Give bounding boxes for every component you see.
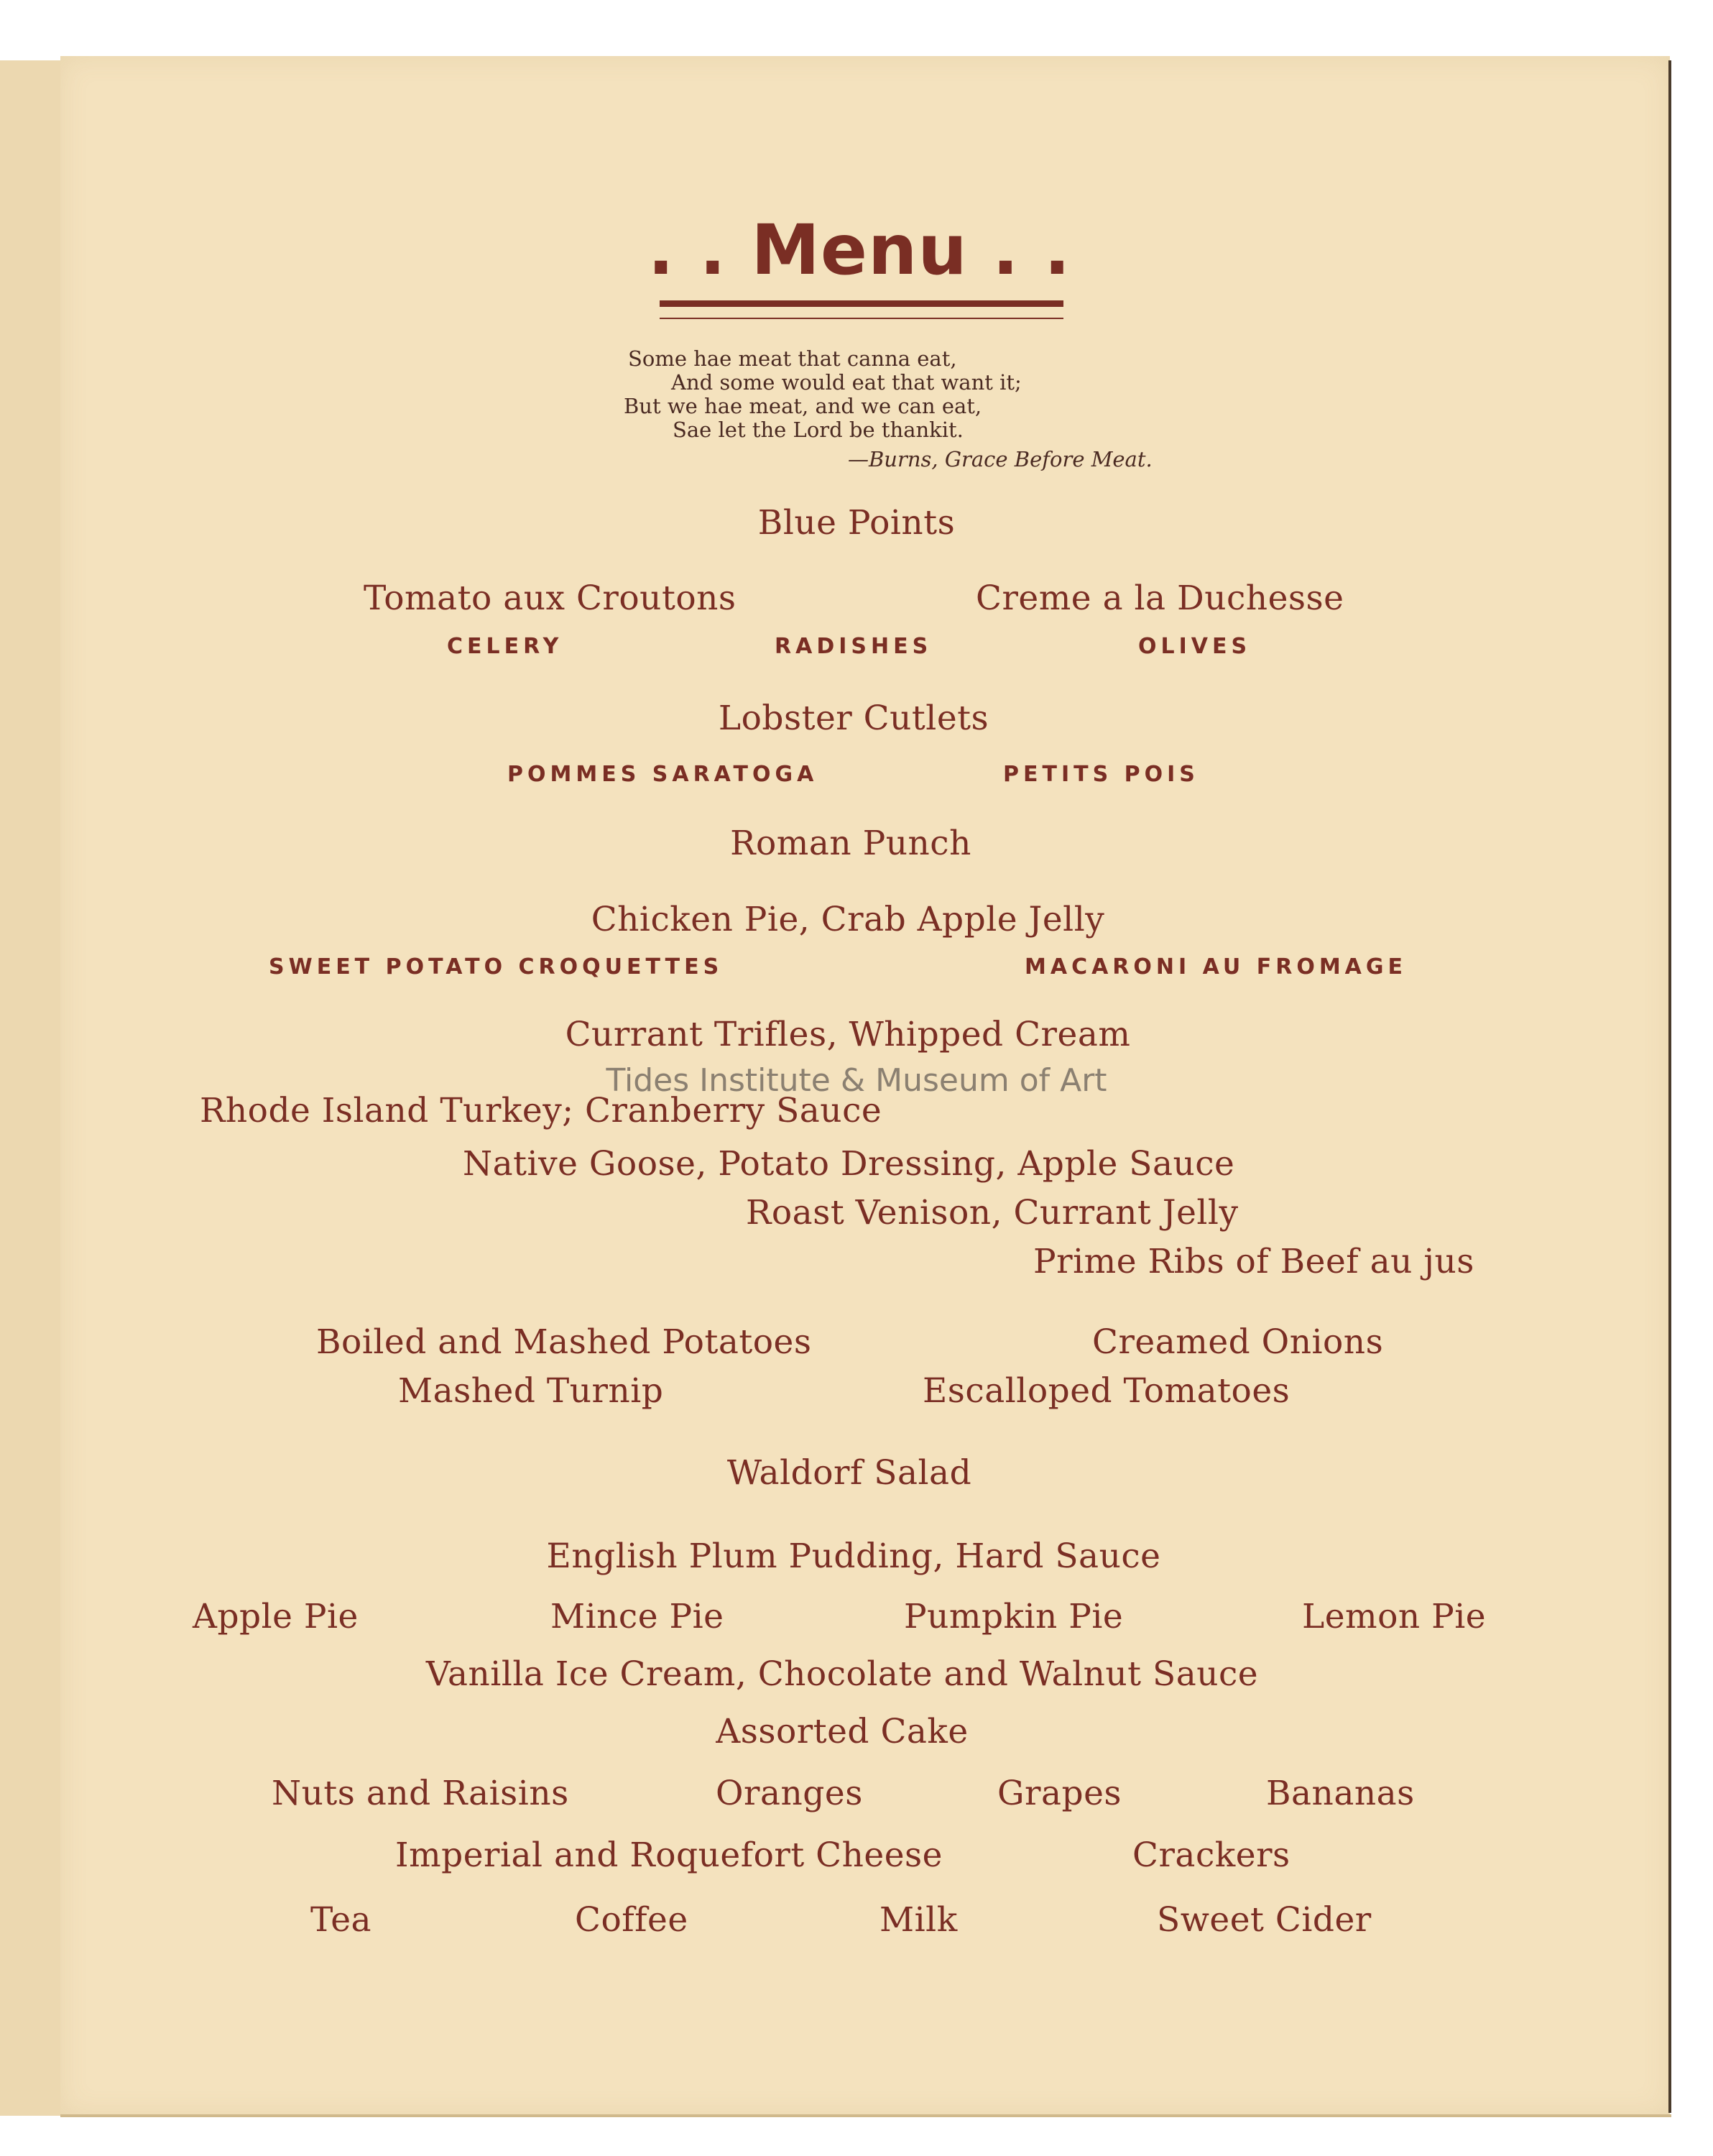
course-creme: Creme a la Duchesse (976, 579, 1344, 618)
left-flap (0, 60, 63, 2116)
dessert-lemon-pie: Lemon Pie (1302, 1597, 1487, 1636)
vegetable-turnip: Mashed Turnip (398, 1371, 664, 1411)
drink-tea: Tea (310, 1900, 372, 1940)
course-waldorf-salad: Waldorf Salad (726, 1453, 972, 1493)
card-bottom-edge (60, 2114, 1671, 2117)
fruit-grapes: Grapes (997, 1774, 1122, 1813)
course-lobster: Lobster Cutlets (718, 699, 989, 738)
card-edge (1668, 60, 1671, 2113)
course-goose: Native Goose, Potato Dressing, Apple Sauce (463, 1144, 1235, 1184)
menu-title: . . Menu . . (647, 210, 1071, 290)
side-macaroni: MACARONI AU FROMAGE (1025, 954, 1408, 980)
course-tomato: Tomato aux Croutons (364, 579, 737, 618)
course-prime-ribs: Prime Ribs of Beef au jus (1033, 1242, 1474, 1281)
fruit-oranges: Oranges (716, 1774, 863, 1813)
poem-attribution: —Burns, Grace Before Meat. (848, 447, 1153, 471)
side-celery: CELERY (447, 634, 563, 659)
poem-line: And some would eat that want it; (671, 370, 1022, 395)
drink-milk: Milk (879, 1900, 958, 1940)
course-blue-points: Blue Points (757, 503, 956, 543)
vegetable-onions: Creamed Onions (1092, 1322, 1384, 1362)
dessert-mince-pie: Mince Pie (550, 1597, 724, 1636)
course-roman-punch: Roman Punch (730, 824, 971, 863)
vegetable-tomatoes: Escalloped Tomatoes (923, 1371, 1290, 1411)
dessert-apple-pie: Apple Pie (193, 1597, 359, 1636)
title-rule (660, 300, 1063, 307)
course-turkey: Rhode Island Turkey; Cranberry Sauce (200, 1091, 882, 1130)
course-currant-trifles: Currant Trifles, Whipped Cream (565, 1015, 1131, 1054)
watermark: Tides Institute & Museum of Art (606, 1062, 1107, 1099)
side-sweet-potato: SWEET POTATO CROQUETTES (269, 954, 724, 980)
poem-line: Some hae meat that canna eat, (628, 346, 957, 371)
fruit-bananas: Bananas (1266, 1774, 1415, 1813)
course-chicken-pie: Chicken Pie, Crab Apple Jelly (591, 900, 1105, 939)
dessert-pumpkin-pie: Pumpkin Pie (904, 1597, 1124, 1636)
side-radishes: RADISHES (775, 634, 933, 659)
poem-line: But we hae meat, and we can eat, (624, 394, 982, 418)
cheese: Imperial and Roquefort Cheese (395, 1835, 943, 1875)
fruit-nuts-raisins: Nuts and Raisins (272, 1774, 569, 1813)
vegetable-potatoes: Boiled and Mashed Potatoes (316, 1322, 812, 1362)
dessert-ice-cream: Vanilla Ice Cream, Chocolate and Walnut Sauce (425, 1654, 1259, 1694)
crackers: Crackers (1132, 1835, 1290, 1875)
side-pommes: POMMES SARATOGA (507, 762, 818, 787)
course-venison: Roast Venison, Currant Jelly (746, 1193, 1239, 1233)
course-plum-pudding: English Plum Pudding, Hard Sauce (546, 1537, 1161, 1576)
title-rule-thin (660, 318, 1063, 319)
side-olives: OLIVES (1138, 634, 1252, 659)
drink-coffee: Coffee (575, 1900, 688, 1940)
side-petits-pois: PETITS POIS (1003, 762, 1199, 787)
poem-line: Sae let the Lord be thankit. (673, 418, 964, 442)
drink-sweet-cider: Sweet Cider (1157, 1900, 1372, 1940)
dessert-cake: Assorted Cake (716, 1712, 969, 1751)
